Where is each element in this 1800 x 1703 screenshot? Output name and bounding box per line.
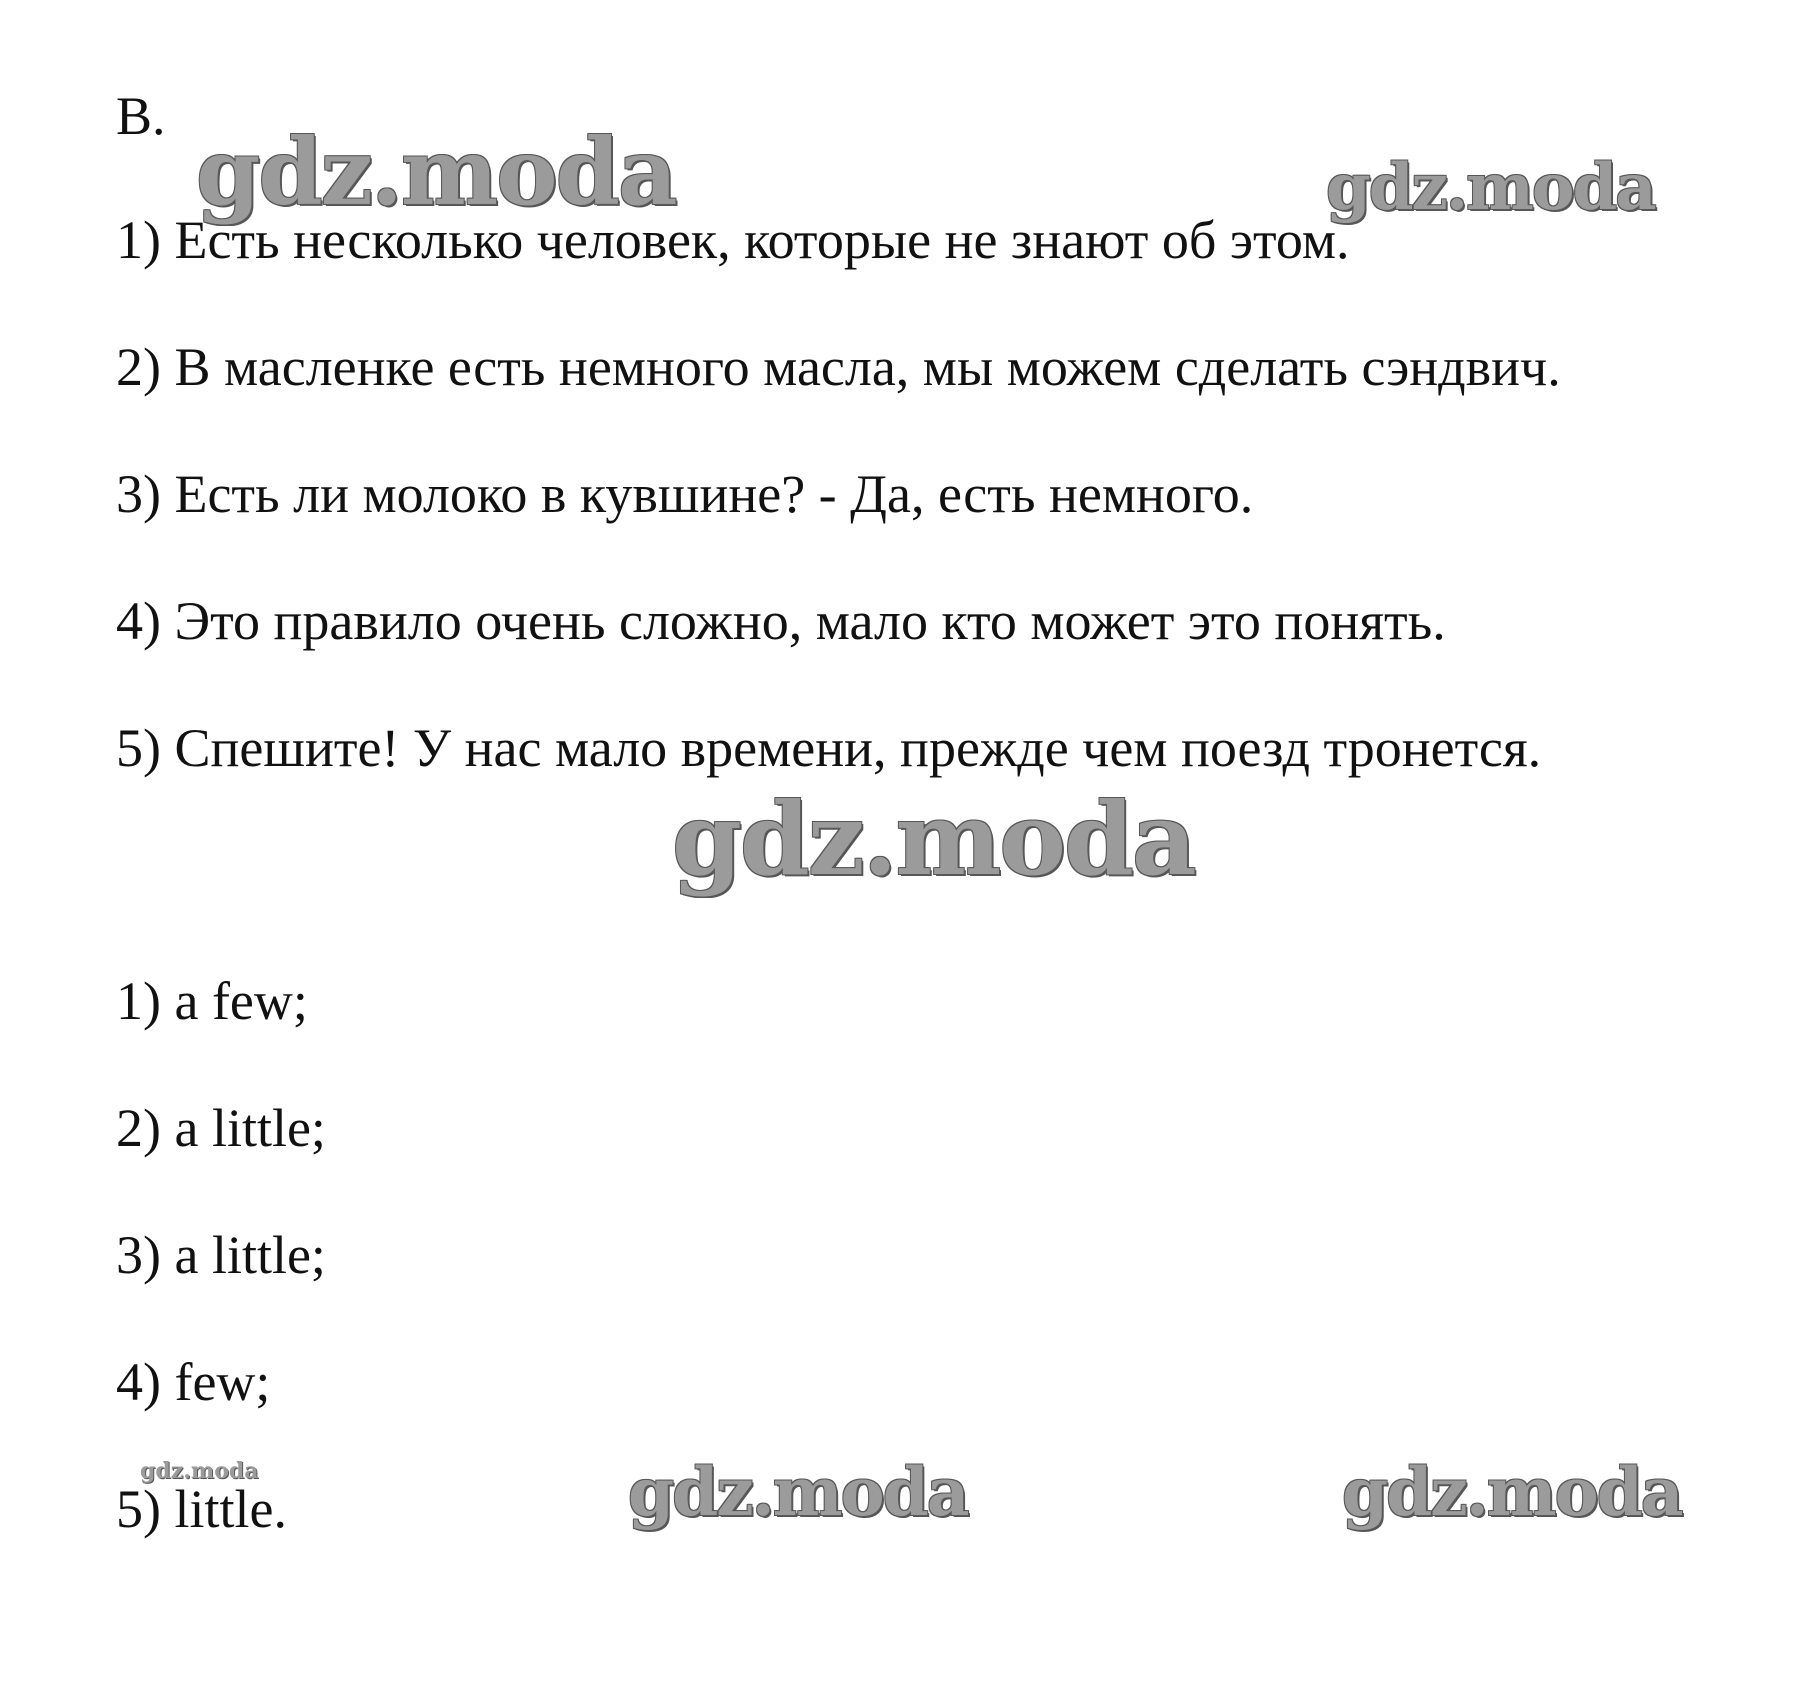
watermark: gdz.moda (196, 118, 676, 226)
translation-line-1: 1) Есть несколько человек, которые не знают об этом. (116, 210, 1350, 270)
section-label: B. (116, 86, 166, 146)
watermark: gdz.moda (1326, 150, 1655, 225)
translation-line-4: 4) Это правило очень сложно, мало кто может это понять. (116, 591, 1446, 651)
watermark: gdz.moda (628, 1453, 968, 1531)
answer-line-3: 3) a little; (116, 1225, 326, 1285)
watermark: gdz.moda (1342, 1453, 1682, 1531)
translation-line-2: 2) В масленке есть немного масла, мы можем сделать сэндвич. (116, 337, 1561, 397)
watermark: gdz.moda (140, 1458, 259, 1484)
answer-line-1: 1) a few; (116, 971, 308, 1031)
translation-line-5: 5) Спешите! У нас мало времени, прежде чем поезд тронется. (116, 718, 1542, 778)
translation-line-3: 3) Есть ли молоко в кувшине? - Да, есть немного. (116, 464, 1254, 524)
answer-line-5: 5) little. (116, 1479, 287, 1539)
answer-line-4: 4) few; (116, 1352, 271, 1412)
watermark: gdz.moda (672, 780, 1195, 898)
answer-line-2: 2) a little; (116, 1098, 326, 1158)
